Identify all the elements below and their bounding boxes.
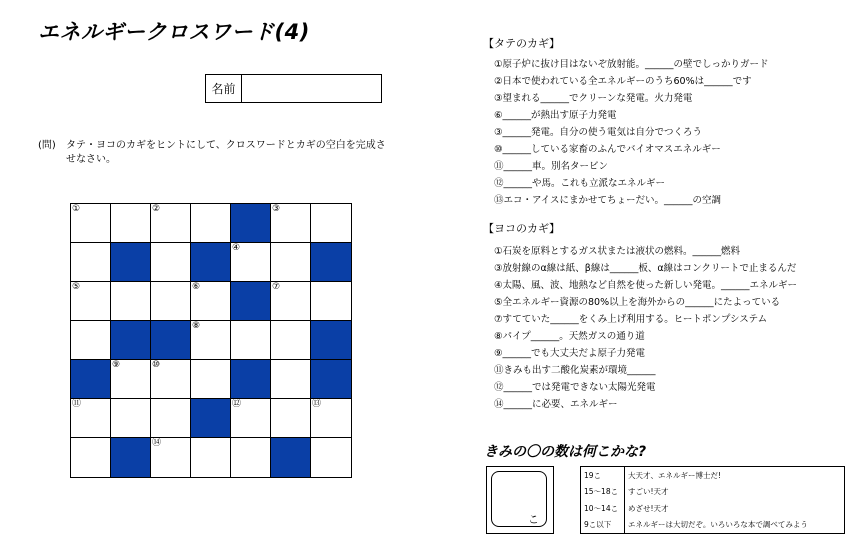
grid-cell-black bbox=[231, 204, 271, 243]
grid-cell[interactable] bbox=[191, 204, 231, 243]
grid-cell-black bbox=[111, 321, 151, 360]
grid-cell[interactable] bbox=[151, 204, 191, 243]
grid-cell[interactable] bbox=[271, 399, 311, 438]
tate-clue: ①原子炉に抜け目はないぞ放射能。______の壁でしっかりガード bbox=[494, 59, 769, 70]
grid-cell-black bbox=[311, 321, 351, 360]
score-range: 9こ以下 bbox=[581, 517, 625, 534]
yoko-clue: ⑨______でも大丈夫だよ原子力発電 bbox=[494, 348, 646, 359]
tate-clue: ②日本で使われている全エネルギーのうち60%は______です bbox=[494, 76, 752, 87]
cell-number: ⑨ bbox=[112, 360, 121, 370]
grid-cell-black bbox=[191, 243, 231, 282]
grid-cell[interactable] bbox=[231, 243, 271, 282]
cell-number: ⑬ bbox=[312, 399, 322, 409]
grid-cell[interactable] bbox=[191, 321, 231, 360]
cell-number: ③ bbox=[272, 204, 281, 214]
tate-clue: ③______発電。自分の使う電気は自分でつくろう bbox=[494, 127, 703, 138]
answer-count-unit: こ bbox=[528, 513, 539, 526]
name-field[interactable] bbox=[242, 75, 381, 102]
grid-cell-black bbox=[71, 360, 111, 399]
question-text: タテ・ヨコのカギをヒントにして、クロスワードとカギの空白を完成させなさい。 bbox=[66, 140, 386, 165]
grid-cell[interactable] bbox=[231, 438, 271, 477]
grid-cell[interactable] bbox=[151, 438, 191, 477]
grid-cell[interactable] bbox=[191, 438, 231, 477]
yoko-clue: ⑤全エネルギー資源の80%以上を海外からの______にたよっている bbox=[494, 297, 781, 308]
score-range: 15〜18こ bbox=[581, 484, 625, 501]
grid-cell-black bbox=[231, 282, 271, 321]
grid-cell[interactable] bbox=[71, 438, 111, 477]
yoko-clue: ⑦すてていた______をくみ上げ利用する。ヒートポンプシステム bbox=[494, 314, 768, 325]
question-instructions bbox=[38, 139, 388, 167]
name-box bbox=[205, 74, 382, 103]
grid-cell[interactable] bbox=[71, 282, 111, 321]
grid-cell[interactable] bbox=[111, 204, 151, 243]
page-title: エネルギークロスワード(4) bbox=[38, 20, 310, 44]
cell-number: ⑫ bbox=[232, 399, 242, 409]
grid-cell-black bbox=[271, 438, 311, 477]
grid-cell-black bbox=[111, 438, 151, 477]
cell-number: ⑥ bbox=[192, 282, 201, 292]
cell-number: ④ bbox=[232, 243, 241, 253]
tate-clue: ⑪______車。別名タービン bbox=[494, 161, 609, 172]
grid-cell[interactable] bbox=[191, 282, 231, 321]
grid-cell[interactable] bbox=[271, 204, 311, 243]
grid-cell[interactable] bbox=[271, 282, 311, 321]
cell-number: ① bbox=[72, 204, 81, 214]
grid-cell[interactable] bbox=[231, 399, 271, 438]
grid-cell[interactable] bbox=[71, 204, 111, 243]
cell-number: ② bbox=[152, 204, 161, 214]
grid-cell-black bbox=[151, 321, 191, 360]
yoko-header: 【ヨコのカギ】 bbox=[483, 222, 560, 235]
cell-number: ⑩ bbox=[152, 360, 161, 370]
grid-cell[interactable] bbox=[151, 360, 191, 399]
cell-number: ⑧ bbox=[192, 321, 201, 331]
cell-number: ⑤ bbox=[72, 282, 81, 292]
grid-cell[interactable] bbox=[271, 321, 311, 360]
yoko-clue-list bbox=[494, 243, 797, 413]
grid-cell[interactable] bbox=[151, 243, 191, 282]
tate-clue: ⑬エコ・アイスにまかせてちょーだい。______の空調 bbox=[494, 195, 722, 206]
yoko-clue: ⑫______では発電できない太陽光発電 bbox=[494, 382, 656, 393]
grid-cell[interactable] bbox=[151, 282, 191, 321]
yoko-clue: ⑪きみも出す二酸化炭素が環境______ bbox=[494, 365, 656, 376]
yoko-clue: ⑭______に必要、エネルギー bbox=[494, 399, 618, 410]
score-comment: めざせ!天才 bbox=[628, 503, 669, 513]
tate-clue: ⑩______している家畜のふんでバイオマスエネルギー bbox=[494, 144, 721, 155]
grid-cell[interactable] bbox=[271, 360, 311, 399]
cell-number: ⑪ bbox=[72, 399, 82, 409]
grid-cell[interactable] bbox=[271, 243, 311, 282]
yoko-clue: ③放射線のα線は紙、β線は______板、α線はコンクリートで止まるんだ bbox=[494, 263, 797, 274]
score-range: 10〜14こ bbox=[581, 500, 625, 517]
grid-cell[interactable] bbox=[111, 282, 151, 321]
grid-cell-black bbox=[111, 243, 151, 282]
score-table bbox=[580, 466, 845, 534]
grid-cell[interactable] bbox=[311, 399, 351, 438]
grid-cell[interactable] bbox=[111, 360, 151, 399]
score-comment: エネルギーは大切だぞ。いろいろな本で調べてみよう bbox=[628, 520, 808, 530]
name-label: 名前 bbox=[206, 75, 242, 102]
grid-cell[interactable] bbox=[71, 243, 111, 282]
grid-cell[interactable] bbox=[311, 204, 351, 243]
question-label: (問) bbox=[38, 140, 56, 151]
tate-header: 【タテのカギ】 bbox=[483, 37, 560, 50]
yoko-clue: ⑧パイプ______。天然ガスの通り道 bbox=[494, 331, 645, 342]
yoko-clue: ④太陽、風、波、地熱など自然を使った新しい発電。______エネルギー bbox=[494, 280, 798, 291]
grid-cell[interactable] bbox=[311, 438, 351, 477]
crossword-grid bbox=[70, 203, 352, 478]
grid-cell-black bbox=[311, 243, 351, 282]
tate-clue-list bbox=[494, 56, 769, 209]
grid-cell[interactable] bbox=[111, 399, 151, 438]
grid-cell[interactable] bbox=[71, 399, 111, 438]
tate-clue: ③望まれる______でクリーンな発電。火力発電 bbox=[494, 93, 693, 104]
grid-cell[interactable] bbox=[311, 282, 351, 321]
tate-clue: ⑫______や馬。これも立派なエネルギー bbox=[494, 178, 666, 189]
grid-cell[interactable] bbox=[151, 399, 191, 438]
score-comment: 大天才、エネルギー博士だ! bbox=[628, 470, 722, 480]
cell-number: ⑭ bbox=[152, 438, 162, 448]
grid-cell-black bbox=[191, 399, 231, 438]
grid-cell[interactable] bbox=[191, 360, 231, 399]
score-range: 19こ bbox=[581, 467, 625, 484]
grid-cell[interactable] bbox=[71, 321, 111, 360]
tate-clue: ⑥______が熱出す原子力発電 bbox=[494, 110, 617, 121]
grid-cell-black bbox=[311, 360, 351, 399]
cell-number: ⑦ bbox=[272, 282, 281, 292]
yoko-clue: ①石炭を原料とするガス状または液状の燃料。______燃料 bbox=[494, 246, 741, 257]
count-title: きみの〇の数は何こかな? bbox=[484, 444, 647, 460]
grid-cell-black bbox=[231, 360, 271, 399]
score-comment: すごい!天才 bbox=[628, 487, 669, 497]
grid-cell[interactable] bbox=[231, 321, 271, 360]
